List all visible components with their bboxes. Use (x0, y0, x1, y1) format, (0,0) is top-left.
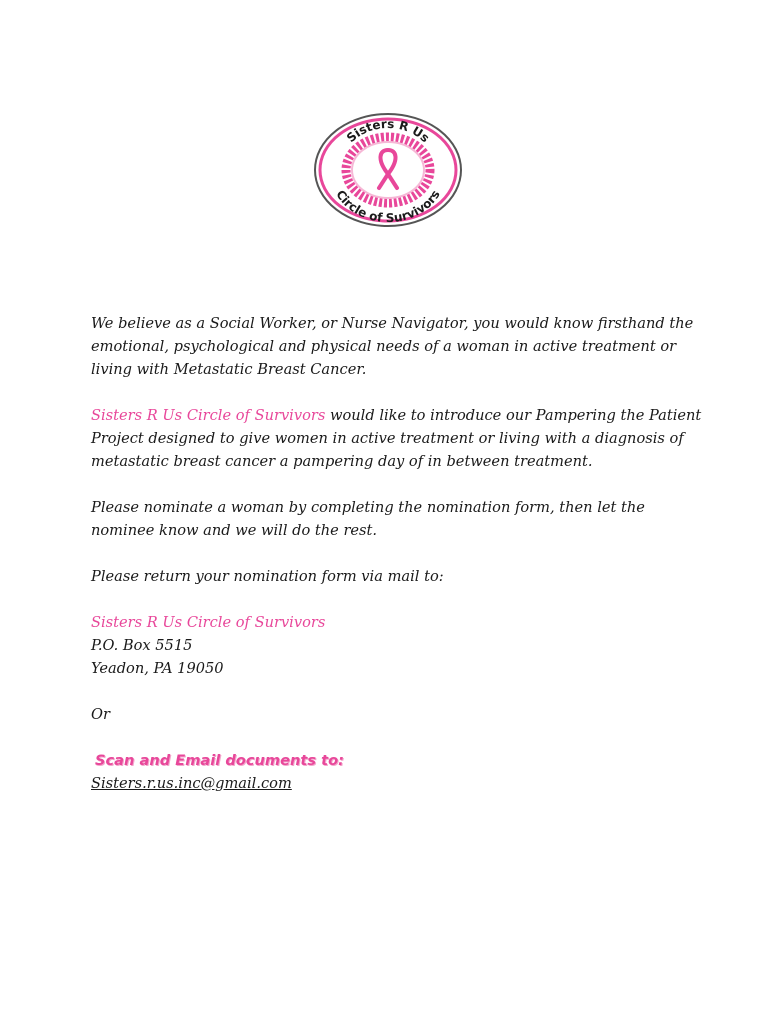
nominate-paragraph: Please nominate a woman by completing the nomination form, then let the nominee know and we will do the rest. (91, 499, 645, 539)
address-line-1: P.O. Box 5515 (91, 637, 193, 654)
address-line-2: Yeadon, PA 19050 (91, 660, 224, 677)
mailing-address (91, 611, 711, 680)
intro-paragraph: We believe as a Social Worker, or Nurse Navigator, you would know firsthand the emotional, psychological and physical needs of a woman in active treatment or living with Metastatic Breast Cancer. (91, 315, 694, 378)
project-paragraph (91, 404, 711, 473)
email-link[interactable]: Sisters.r.us.inc@gmail.com (91, 775, 292, 792)
return-instruction: Please return your nomination form via mail to: (91, 568, 444, 585)
address-name: Sisters R Us Circle of Survivors (91, 614, 326, 631)
email-section (91, 749, 711, 795)
or-text: Or (91, 706, 110, 723)
sisters-r-us-logo (313, 112, 463, 228)
logo-bottom-text: Circle of Survivors (333, 187, 443, 226)
scan-email-heading: Scan and Email documents to: (95, 752, 344, 769)
project-description: would like to introduce our Pampering the Patient Project designed to give women in active treatment or living with a diagnosis of metastatic breast cancer a pampering day of in between treatment. (91, 407, 702, 470)
letter-body (91, 312, 711, 818)
logo-top-text: Sisters R Us (343, 116, 433, 146)
org-name-highlight: Sisters R Us Circle of Survivors (91, 407, 326, 424)
